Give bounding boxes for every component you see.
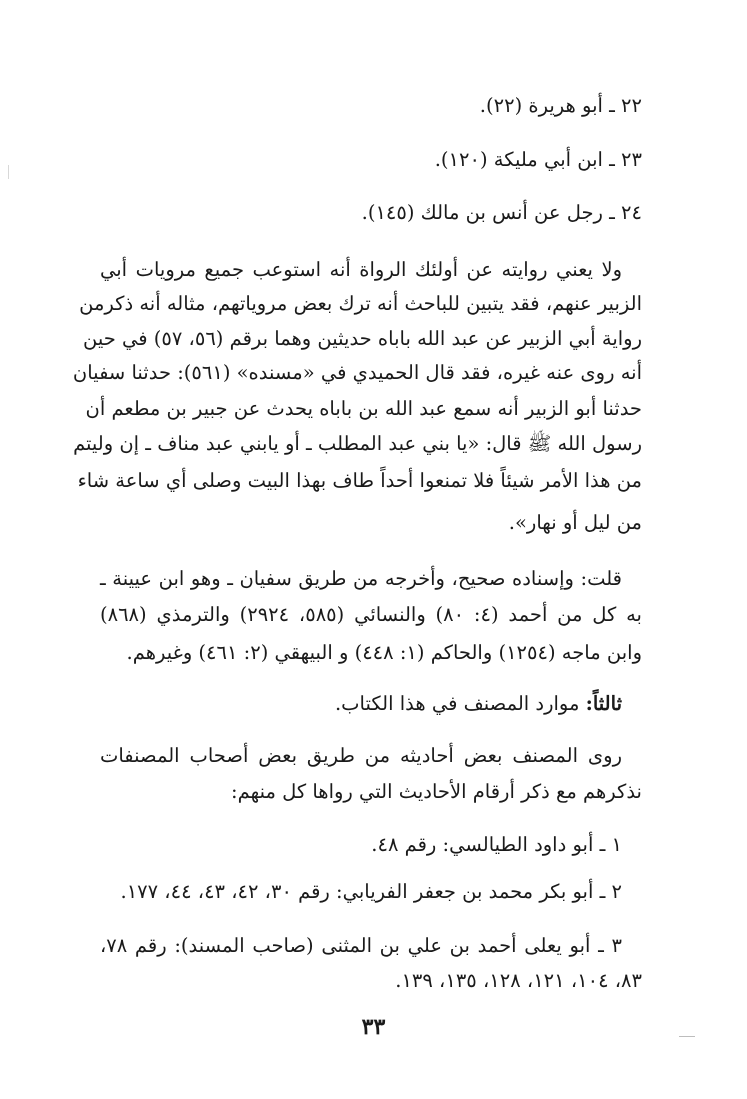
source-item-3-line-2: ٨٣، ١٠٤، ١٢١، ١٢٨، ١٣٥، ١٣٩. bbox=[395, 969, 642, 992]
paragraph-2-line-1: قلت: وإسناده صحيح، وأخرجه من طريق سفيان ـ وهو ابن عيينة ـ bbox=[100, 567, 622, 590]
paragraph-1-line-1: ولا يعني روايته عن أولئك الرواة أنه استوعب جميع مرويات أبي bbox=[100, 258, 622, 281]
source-item-1: ١ ـ أبو داود الطيالسي: رقم ٤٨. bbox=[371, 833, 622, 856]
section-heading bbox=[100, 690, 622, 718]
section-title: موارد المصنف في هذا الكتاب. bbox=[334, 692, 580, 715]
paragraph-1-line-5: حدثنا أبو الزبير أنه سمع عبد الله بن باباه يحدث عن جبير بن مطعم أن bbox=[85, 397, 642, 420]
list-item-23: ٢٣ ـ ابن أبي مليكة (١٢٠). bbox=[434, 148, 642, 171]
source-item-2: ٢ ـ أبو بكر محمد بن جعفر الفريابي: رقم ٣٠، ٤٢، ٤٣، ٤٤، ١٧٧. bbox=[120, 880, 622, 903]
section-label: ثالثاً: bbox=[585, 692, 622, 715]
paragraph-3-line-1: روى المصنف بعض أحاديثه من طريق بعض أصحاب المصنفات bbox=[100, 744, 622, 767]
paragraph-1-line-7: من هذا الأمر شيئاً فلا تمنعوا أحداً طاف بهذا البيت وصلى أي ساعة شاء bbox=[77, 469, 642, 492]
list-item-22: ٢٢ ـ أبو هريرة (٢٢). bbox=[479, 94, 642, 117]
paragraph-2-line-3: وابن ماجه (١٢٥٤) والحاكم (١: ٤٤٨) و البيهقي (٢: ٤٦١) وغيرهم. bbox=[126, 641, 642, 664]
page-number: ٣٣ bbox=[361, 1014, 386, 1040]
paragraph-1-line-2: الزبير عنهم، فقد يتبين للباحث أنه ترك بعض مروياتهم، مثاله أنه ذكرمن bbox=[79, 292, 642, 315]
paragraph-1-line-6: رسول الله ﷺ قال: «يا بني عبد المطلب ـ أو يابني عبد مناف ـ إن وليتم bbox=[73, 432, 642, 455]
scan-edge-mark bbox=[679, 1036, 695, 1037]
paragraph-1-line-8: من ليل أو نهار». bbox=[508, 511, 642, 534]
list-item-24: ٢٤ ـ رجل عن أنس بن مالك (١٤٥). bbox=[361, 201, 642, 224]
paragraph-2-line-2: به كل من أحمد (٤: ٨٠) والنسائي (٥٨٥، ٢٩٢٤) والترمذي (٨٦٨) bbox=[100, 603, 642, 626]
scan-margin-mark bbox=[8, 165, 9, 179]
paragraph-3-line-2: نذكرهم مع ذكر أرقام الأحاديث التي رواها كل منهم: bbox=[231, 780, 642, 803]
source-item-3-line-1: ٣ ـ أبو يعلى أحمد بن علي بن المثنى (صاحب المسند): رقم ٧٨، bbox=[100, 934, 622, 957]
paragraph-1-line-4: أنه روى عنه غيره، فقد قال الحميدي في «مسنده» (٥٦١): حدثنا سفيان bbox=[72, 361, 642, 384]
paragraph-1-line-3: رواية أبي الزبير عن عبد الله باباه حديثين وهما برقم (٥٦، ٥٧) في حين bbox=[83, 327, 642, 350]
